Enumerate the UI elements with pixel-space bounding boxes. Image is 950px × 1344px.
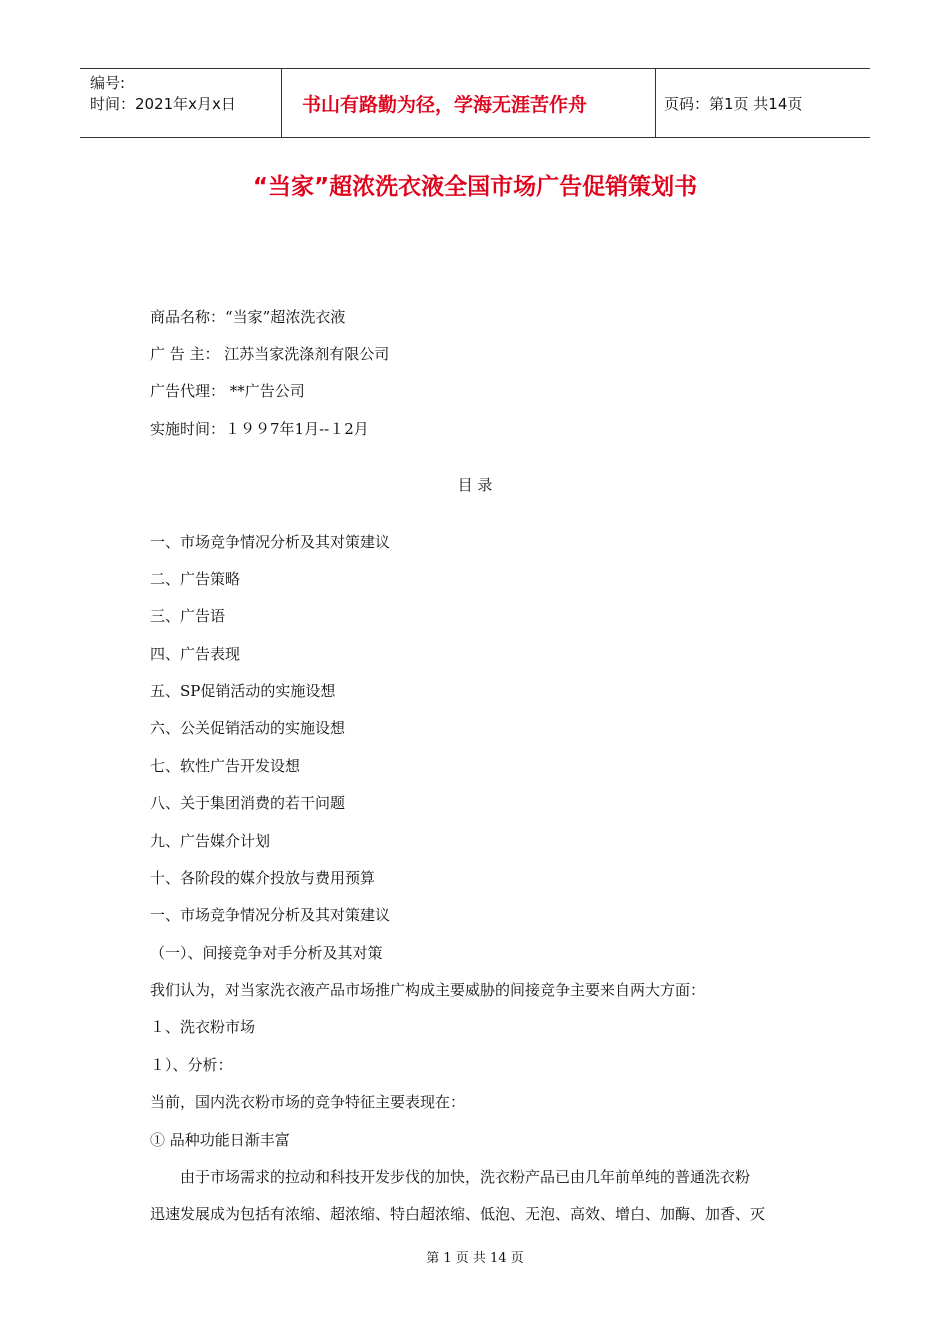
toc-item: 二、广告策略	[150, 570, 241, 588]
toc-item: 四、广告表现	[150, 645, 241, 663]
meta-advertiser: 广 告 主： 江苏当家洗涤剂有限公司	[150, 345, 390, 363]
page-footer: 第 1 页 共 14 页	[426, 1251, 524, 1266]
header-motto: 书山有路勤为径，学海无涯苦作舟	[282, 69, 656, 137]
number-label: 编号:	[90, 74, 126, 92]
subsection-heading: （一）、间接竞争对手分析及其对策	[150, 944, 383, 962]
body-text: １、洗衣粉市场	[150, 1018, 256, 1036]
body-text: 我们认为，对当家洗衣液产品市场推广构成主要威胁的间接竞争主要来自两大方面：	[150, 981, 706, 999]
paragraph-line: 由于市场需求的拉动和科技开发步伐的加快，洗衣粉产品已由几年前单纯的普通洗衣粉	[180, 1168, 751, 1186]
header-number-time	[80, 69, 282, 137]
toc-item: 一、市场竞争情况分析及其对策建议	[150, 533, 391, 551]
toc-item: 三、广告语	[150, 607, 226, 625]
toc-item: 十、各阶段的媒介投放与费用预算	[150, 869, 376, 887]
meta-agency: 广告代理： **广告公司	[150, 382, 305, 400]
paragraph-line: 迅速发展成为包括有浓缩、超浓缩、特白超浓缩、低泡、无泡、高效、增白、加酶、加香、灭	[150, 1205, 766, 1223]
body-text: 当前，国内洗衣粉市场的竞争特征主要表现在：	[150, 1093, 466, 1111]
toc-item: 七、软性广告开发设想	[150, 757, 301, 775]
page-header	[80, 68, 870, 138]
toc-item: 九、广告媒介计划	[150, 832, 271, 850]
body-text: １）、分析：	[150, 1056, 233, 1074]
header-page-info: 页码：第1页 共14页	[664, 94, 803, 113]
document-title: “当家”超浓洗衣液全国市场广告促销策划书	[252, 174, 698, 200]
time-label: 时间：2021年x月x日	[90, 95, 236, 113]
body-text: ① 品种功能日渐丰富	[150, 1131, 290, 1149]
section-heading: 一、市场竞争情况分析及其对策建议	[150, 906, 391, 924]
toc-item: 五、SP促销活动的实施设想	[150, 682, 336, 700]
meta-period: 实施时间：１９９7年1月--１2月	[150, 420, 369, 438]
toc-item: 八、关于集团消费的若干问题	[150, 794, 346, 812]
toc-heading: 目 录	[457, 476, 493, 494]
meta-product-name: 商品名称：“当家”超浓洗衣液	[150, 308, 346, 326]
toc-item: 六、公关促销活动的实施设想	[150, 719, 346, 737]
